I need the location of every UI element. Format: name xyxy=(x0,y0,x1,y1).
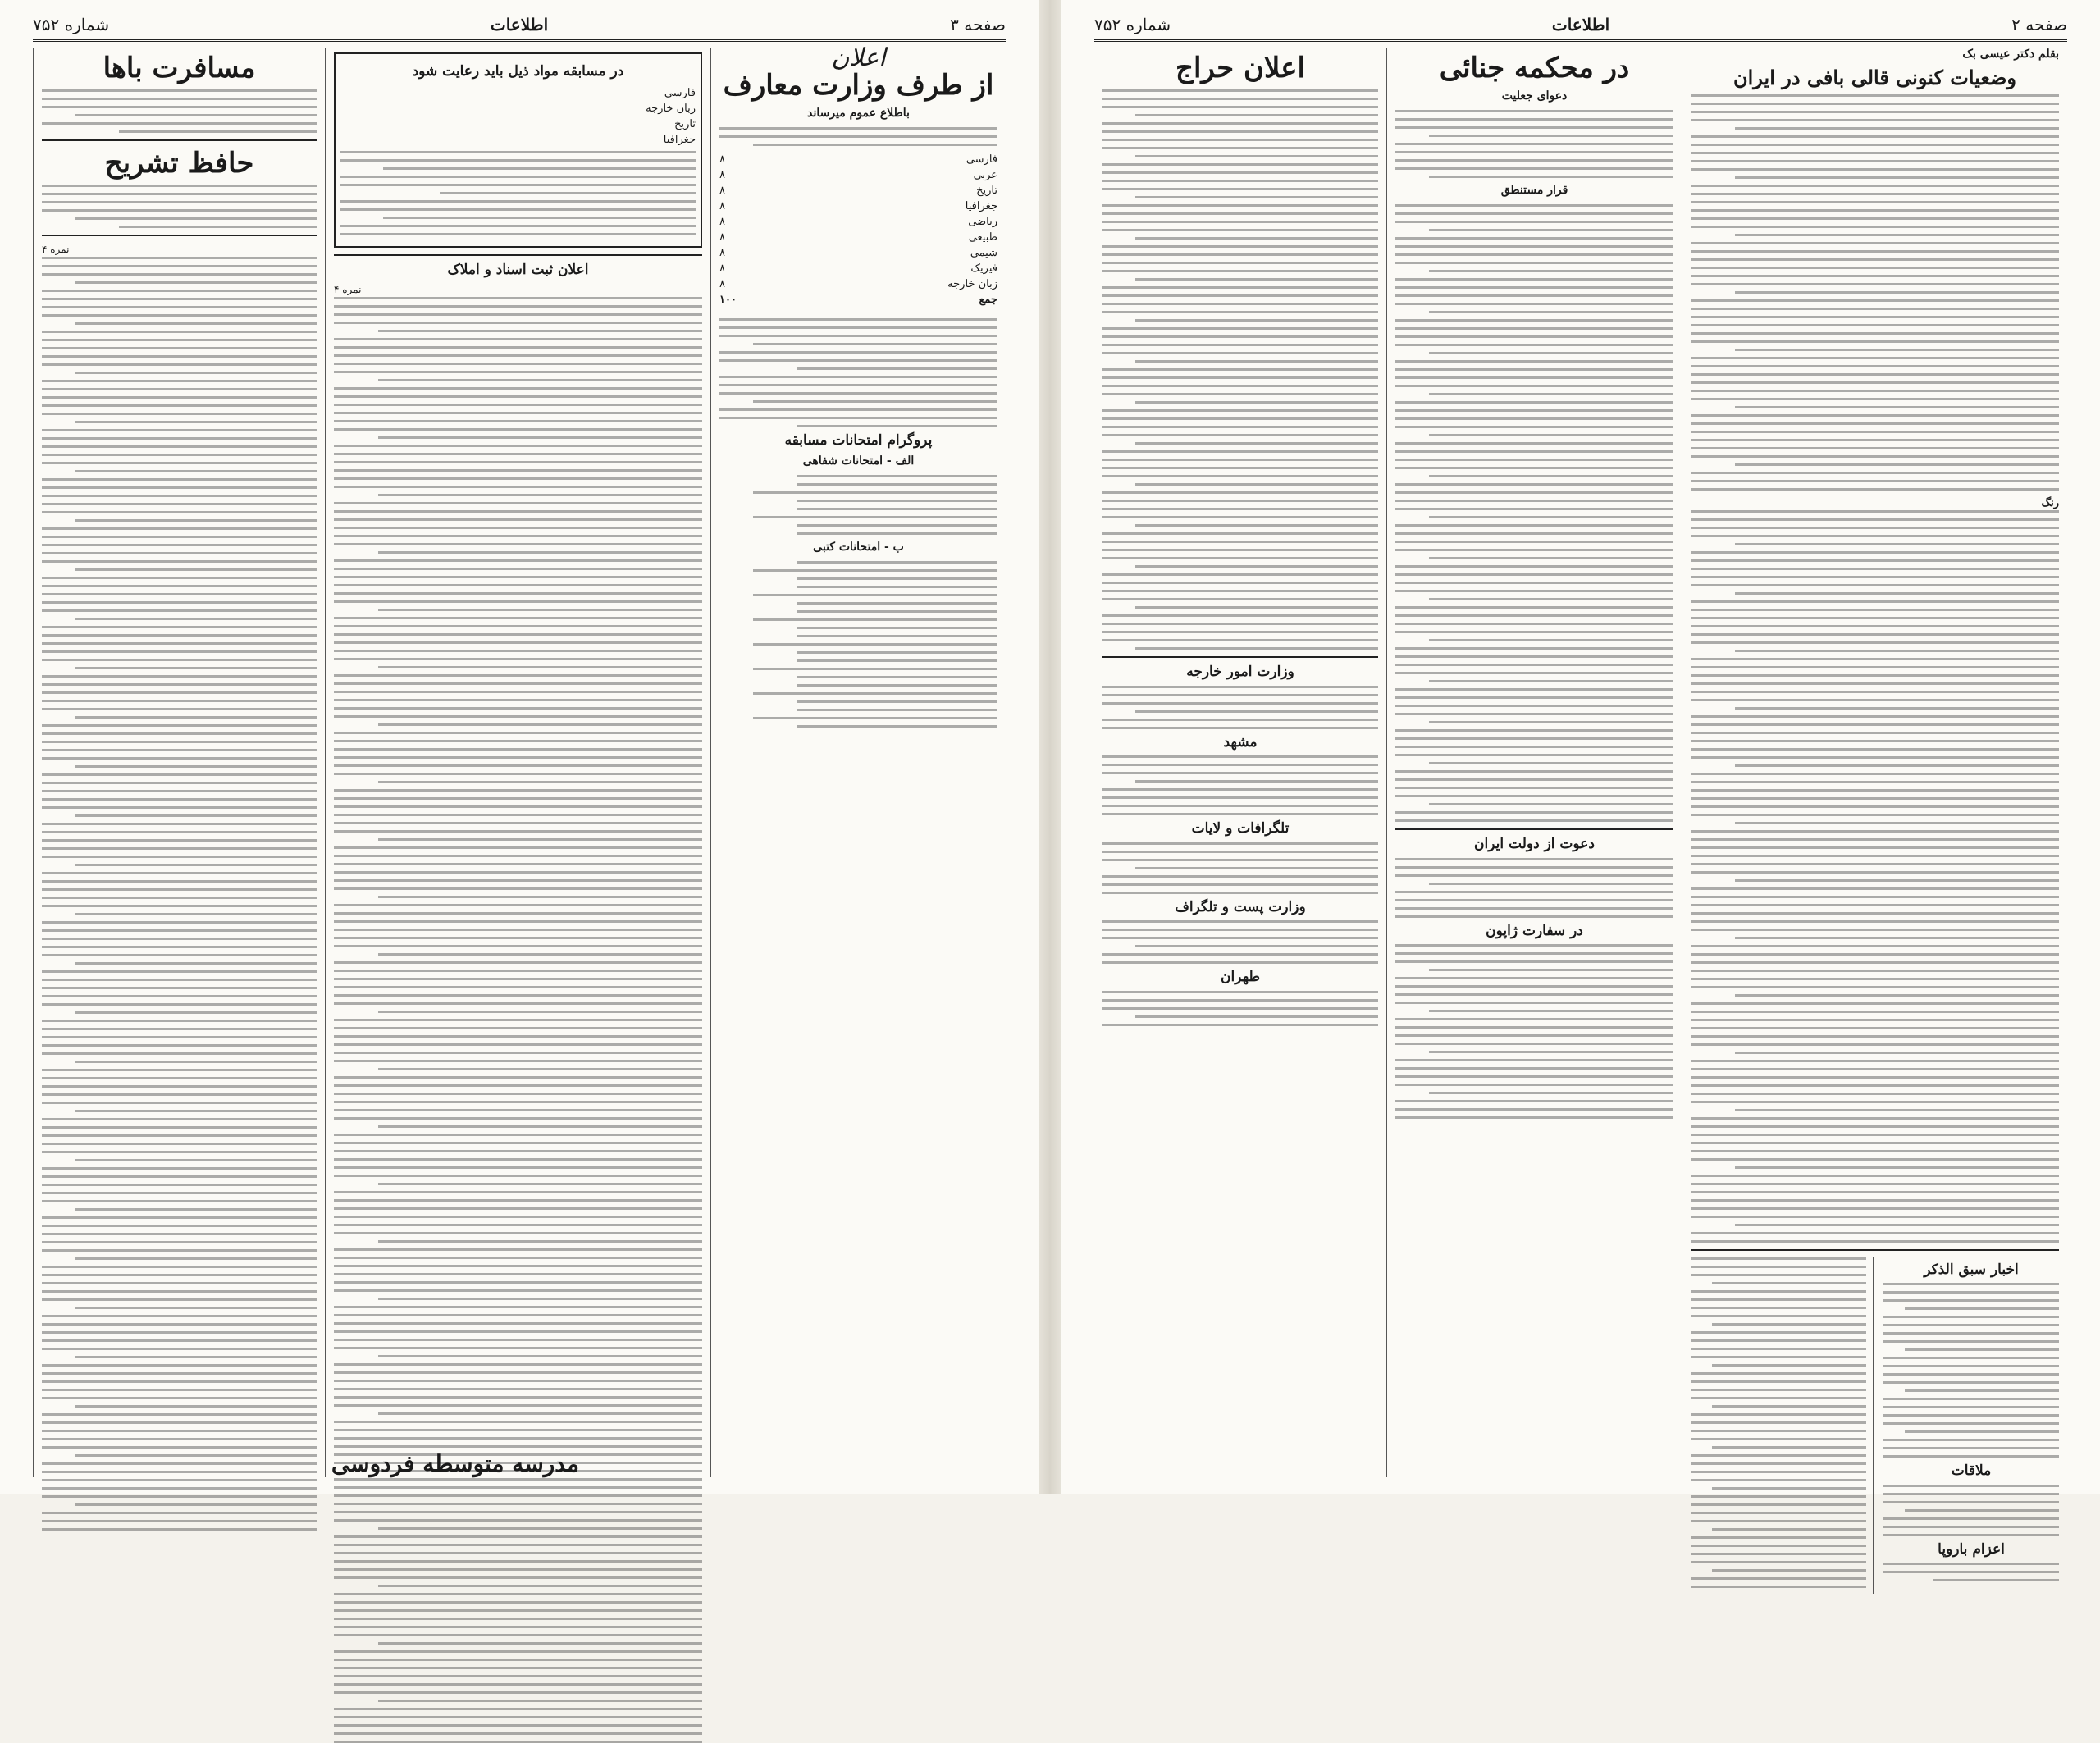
article-body xyxy=(1691,94,2059,491)
hafez-title: حافظ تشریح xyxy=(104,147,254,180)
exam-box-heading: در مسابقه مواد ذیل باید رعایت شود xyxy=(412,63,624,80)
article-title: وضعیات کنونی قالی بافی در ایران xyxy=(1733,66,2016,89)
news-heading: اخبار سبق الذکر xyxy=(1924,1261,2019,1278)
right-issue-number: شماره ۷۵۲ xyxy=(1094,15,1171,34)
list-item: طبیعی ۸ xyxy=(719,231,998,244)
auction-title: اعلان حراج xyxy=(1176,52,1305,84)
left-issue-number: شماره ۷۵۲ xyxy=(33,15,110,34)
page-gutter xyxy=(1039,0,1061,1494)
telegraph-heading: تلگرافات و لایات xyxy=(1191,820,1290,837)
travel-title: مسافرت باها xyxy=(103,52,256,84)
exam-score-list xyxy=(719,152,998,308)
list-item: عربی ۸ xyxy=(719,169,998,182)
list-item: زبان خارجه xyxy=(646,102,696,115)
meetings-heading: ملاقات xyxy=(1951,1462,1992,1480)
right-col-court xyxy=(1386,48,1682,1477)
list-item: تاریخ xyxy=(674,117,696,130)
ministry-ornament: اعلان xyxy=(831,43,886,72)
exam-subjects-box xyxy=(334,52,702,248)
registration-notice-number: نمره ۴ xyxy=(334,284,362,296)
left-page xyxy=(0,0,1039,1494)
ministry-title: از طرف وزارت معارف xyxy=(723,69,994,102)
list-item: جغرافیا ۸ xyxy=(719,200,998,213)
left-page-number: صفحه ۳ xyxy=(950,15,1006,34)
right-col-auction xyxy=(1094,48,1386,1477)
court-title: در محکمه جنائی xyxy=(1439,52,1630,84)
program-heading: پروگرام امتحانات مسابقه xyxy=(784,432,933,449)
invitation-heading: دعوت از دولت ایران xyxy=(1474,836,1595,853)
travel-rotated-notices xyxy=(42,257,317,1531)
japan-embassy-heading: در سفارت ژاپون xyxy=(1486,922,1583,939)
list-item: جمع ۱۰۰ xyxy=(719,294,998,307)
school-footer-title: مدرسه متوسطه فردوسی xyxy=(331,1450,579,1477)
ministry-subtitle: باطلاع عموم میرساند xyxy=(807,107,910,121)
list-item: جغرافیا xyxy=(663,133,696,146)
right-paper-name: اطلاعات xyxy=(1551,15,1610,34)
left-col-ministry xyxy=(710,43,1006,1477)
left-running-head xyxy=(33,11,1006,42)
oral-exam-heading: الف - امتحانات شفاهی xyxy=(802,454,915,468)
section-heading: رنگ xyxy=(2041,496,2059,509)
right-page-number: صفحه ۲ xyxy=(2011,15,2067,34)
foreign-ministry-heading: وزارت امور خارجه xyxy=(1186,664,1294,681)
ministry-body-text xyxy=(719,318,998,427)
europe-dispatch-heading: اعزام باروپا xyxy=(1938,1540,2005,1558)
registration-notice-heading: اعلان ثبت اسناد و املاک xyxy=(447,261,589,278)
right-col-carpet-article xyxy=(1682,48,2067,1558)
tehran-dateline: طهران xyxy=(1221,969,1260,986)
article-byline: بقلم دکتر عیسی بک xyxy=(1962,48,2059,61)
left-col-travel xyxy=(33,48,325,1477)
left-col-notices xyxy=(325,48,710,1477)
mashhad-dateline: مشهد xyxy=(1223,733,1258,751)
list-item: شیمی ۸ xyxy=(719,247,998,260)
list-item: فارسی xyxy=(664,86,696,99)
case-heading: دعوای جعلیت xyxy=(1501,89,1568,103)
right-page xyxy=(1061,0,2100,1558)
verdict-heading: قرار مستنطق xyxy=(1500,184,1568,198)
registration-notice-body xyxy=(334,297,702,1743)
post-telegraph-heading: وزارت پست و تلگراف xyxy=(1175,898,1306,915)
list-item: تاریخ ۸ xyxy=(719,185,998,198)
ministry-text-block xyxy=(719,127,998,146)
list-item: فیزیک ۸ xyxy=(719,262,998,276)
list-item: زبان خارجه ۸ xyxy=(719,278,998,291)
travel-notice-number: نمره ۴ xyxy=(42,244,70,256)
list-item: فارسی ۸ xyxy=(719,153,998,167)
right-running-head xyxy=(1094,11,2067,42)
written-exam-heading: ب - امتحانات کتبی xyxy=(813,540,904,554)
left-paper-name: اطلاعات xyxy=(490,15,549,34)
list-item: ریاضی ۸ xyxy=(719,216,998,229)
